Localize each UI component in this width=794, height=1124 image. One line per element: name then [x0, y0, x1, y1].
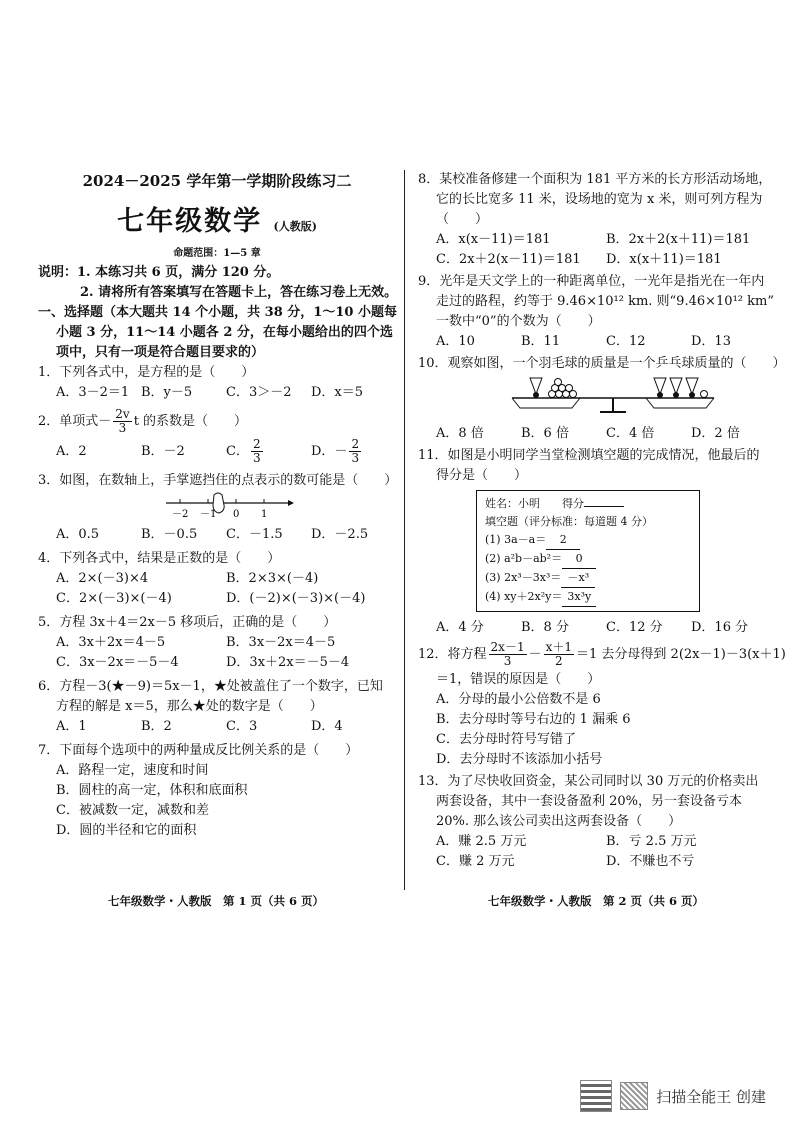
option-b: B．－0.5: [141, 527, 198, 542]
option-d: D．x＝5: [311, 385, 364, 400]
option-c: C． $\frac{2}{3}$: [226, 437, 261, 465]
option-a: A．x(x－11)＝181: [436, 232, 551, 247]
option-a: A．0.5: [56, 527, 100, 542]
question-1: [38, 363, 396, 403]
ping-pong-ball-icon: [549, 379, 577, 398]
options: [418, 832, 776, 852]
option-d: D．圆的半径和它的面积: [56, 823, 197, 838]
option-a: A．2: [56, 444, 87, 459]
option-c: C．被减数一定，减数和差: [56, 803, 209, 818]
watermark-text: 扫描全能王 创建: [656, 1087, 766, 1106]
option-b: B．6 倍: [521, 426, 569, 441]
exam-title: 2024－2025 学年第一学期阶段练习二: [82, 172, 352, 190]
option-a: A．3－2＝1: [56, 385, 130, 400]
balance-scale-figure: [418, 374, 776, 420]
option-d: D．3x＋2x＝－5－4: [226, 655, 350, 670]
question-stem: 3．如图，在数轴上，手掌遮挡住的点表示的数可能是（ ）: [38, 473, 398, 488]
question-stem-line: ＝1，错误的原因是（ ）: [436, 672, 601, 687]
options: [38, 383, 396, 403]
option-b: B．2x＋2(x＋11)＝181: [606, 232, 751, 247]
option-b: B．11: [521, 334, 561, 349]
card-title: 填空题（评分标准：每道题 4 分）: [485, 515, 653, 528]
question-4: [38, 549, 396, 609]
question-stem-line: 13．为了尽快收回资金，某公司同时以 30 万元的价格卖出: [418, 774, 759, 789]
option-c: C．3x－2x＝－5－4: [56, 655, 179, 670]
option-c: C．3: [226, 719, 258, 734]
option-d: D．13: [691, 334, 731, 349]
section-heading-line-3: 项中，只有一项是符合题目要求的）: [56, 345, 265, 360]
question-7: [38, 741, 396, 841]
column-divider: [404, 170, 405, 890]
question-stem-line: 9．光年是天文学上的一种距离单位，一光年是指光在一年内: [418, 274, 765, 289]
question-stem-line: 两套设备，其中一套设备盈利 20%，另一套设备亏本: [436, 794, 743, 809]
card-header: 姓名：小明 得分: [485, 495, 691, 513]
question-13: [418, 772, 776, 872]
option-a: A．4 分: [436, 620, 484, 635]
option-d: D．去分母时不该添加小括号: [436, 752, 603, 767]
section-heading-line-2: 小题 3 分，11～14 小题各 2 分，在每小题给出的四个选: [56, 325, 393, 340]
option-c: C．2x＋2(x－11)＝181: [436, 252, 581, 267]
option-b: B．亏 2.5 万元: [606, 834, 697, 849]
answer-card: [476, 490, 700, 612]
card-item: (4) xy＋2x²y＝ 3x³y: [485, 588, 691, 607]
option-a: A．路程一定，速度和时间: [56, 763, 209, 778]
question-8: [418, 170, 776, 270]
question-stem: 7．下面每个选项中的两种量成反比例关系的是（ ）: [38, 743, 359, 758]
question-stem: 5．方程 3x＋4＝2x－5 移项后，正确的是（ ）: [38, 615, 337, 630]
option-c: C．去分母时符号写错了: [436, 732, 576, 747]
section-heading-line-1: 一、选择题（本大题共 14 个小题，共 38 分，1～10 小题每: [38, 305, 397, 320]
page-1-footer: 七年级数学・人教版 第 1 页（共 6 页）: [108, 894, 325, 908]
question-stem: 10．观察如图，一个羽毛球的质量是一个乒乓球质量的（ ）: [418, 356, 786, 371]
question-stem-line: 得分是（ ）: [436, 468, 528, 483]
question-stem-line: 它的长比宽多 11 米，设场地的宽为 x 米，则可列方程为: [436, 192, 763, 207]
tick-label: －1: [200, 509, 217, 520]
options: [418, 250, 776, 270]
option-d: D．不赚也不亏: [606, 854, 695, 869]
option-d: D．x(x＋11)＝181: [606, 252, 722, 267]
scanner-watermark: [580, 1080, 766, 1112]
tick-label: 1: [261, 509, 268, 520]
question-stem-line: （ ）: [436, 212, 489, 227]
ping-pong-ball-icon: [701, 391, 708, 398]
card-item: (1) 3a－a＝ 2: [485, 531, 691, 550]
question-stem: 12．将方程 $\frac{2x-1}{3}$ － $\frac{x+1}{2}$ ＝1 去分母得到 2(2x－1)－3(x＋1): [418, 640, 786, 668]
tick-label: 0: [233, 509, 240, 520]
fraction: $\frac{2v}{3}$: [115, 407, 130, 435]
question-10: [418, 354, 786, 444]
card-item: (3) 2x³－3x³＝ －x³: [485, 569, 691, 588]
option-a: A．赚 2.5 万元: [436, 834, 527, 849]
question-stem-line: 6．方程－3(★－9)＝5x－1，★处被盖住了一个数字，已知: [38, 679, 383, 694]
question-5: [38, 613, 396, 673]
option-b: B．y－5: [141, 385, 193, 400]
question-11: [418, 446, 776, 638]
question-12: [418, 640, 786, 770]
option-c: C．－1.5: [226, 527, 283, 542]
options: [38, 589, 396, 609]
page-2-footer: 七年级数学・人教版 第 2 页（共 6 页）: [488, 894, 705, 908]
option-a: A．1: [56, 719, 87, 734]
option-c: C．2×(－3)×(－4): [56, 591, 172, 606]
options: [418, 230, 776, 250]
option-b: B．2: [141, 719, 172, 734]
question-stem: 2．单项式－ $\frac{2v}{3}$ t 的系数是（ ）: [38, 407, 248, 435]
shuttlecock-icon: [686, 378, 698, 398]
options: [418, 852, 776, 872]
note-1: 说明：1. 本练习共 6 页，满分 120 分。: [38, 265, 280, 280]
option-b: B．8 分: [521, 620, 569, 635]
exam-scope: 命题范围：1—5 章: [173, 248, 261, 259]
question-stem-line: 11．如图是小明同学当堂检测填空题的完成情况，他最后的: [418, 448, 760, 463]
page-2-column: [418, 170, 786, 872]
shuttlecock-icon: [670, 378, 682, 398]
options: [38, 569, 396, 589]
option-c: C．3＞－2: [226, 385, 292, 400]
options: [418, 424, 776, 444]
question-3: [38, 471, 396, 545]
question-stem-line: 走过的路程，约等于 9.46×10¹² km. 则“9.46×10¹² km”: [436, 294, 774, 309]
option-b: B．3x－2x＝4－5: [226, 635, 336, 650]
options: [38, 633, 396, 653]
options: [38, 653, 396, 673]
option-b: B．圆柱的高一定，体积和底面积: [56, 783, 248, 798]
page-1-column: [38, 160, 396, 841]
tick-label: －2: [172, 509, 189, 520]
options: [38, 525, 396, 545]
qr-code-icon: [580, 1080, 612, 1112]
option-d: D．－2.5: [311, 527, 369, 542]
option-a: A．10: [436, 334, 475, 349]
number-line-figure: [38, 491, 396, 521]
options: [418, 618, 776, 638]
subject-title: 七年级数学 (人教版): [117, 206, 317, 237]
card-item: (2) a²b－ab²＝ 0: [485, 550, 691, 569]
question-2: [38, 407, 396, 467]
option-a: A．2×(－3)×4: [56, 571, 149, 586]
question-stem: 4．下列各式中，结果是正数的是（ ）: [38, 551, 281, 566]
question-stem-line: 20%. 那么该公司卖出这两套设备（ ）: [436, 814, 682, 829]
option-c: C．12: [606, 334, 646, 349]
question-stem-line: 方程的解是 x＝5，那么★处的数字是（ ）: [56, 699, 323, 714]
option-c: C．赚 2 万元: [436, 854, 515, 869]
option-a: A．3x＋2x＝4－5: [56, 635, 166, 650]
option-d: D．(－2)×(－3)×(－4): [226, 591, 366, 606]
question-9: [418, 272, 776, 352]
shuttlecock-icon: [654, 378, 666, 398]
shuttlecock-icon: [530, 378, 542, 398]
option-c: C．12 分: [606, 620, 663, 635]
scanner-logo-icon: [620, 1082, 648, 1110]
option-c: C．4 倍: [606, 426, 655, 441]
option-d: D．16 分: [691, 620, 749, 635]
note-2: 2. 请将所有答案填写在答题卡上，答在练习卷上无效。: [80, 285, 398, 300]
option-b: B．－2: [141, 444, 185, 459]
options: [418, 332, 776, 352]
question-stem: 1．下列各式中，是方程的是（ ）: [38, 365, 255, 380]
question-stem-line: 一数中“0”的个数为（ ）: [436, 314, 601, 329]
option-d: D．2 倍: [691, 426, 740, 441]
option-d: D．4: [311, 719, 343, 734]
option-b: B．2×3×(－4): [226, 571, 319, 586]
question-6: [38, 677, 396, 737]
option-a: A．分母的最小公倍数不是 6: [436, 692, 601, 707]
question-stem-line: 8．某校准备修建一个面积为 181 平方米的长方形活动场地，: [418, 172, 772, 187]
option-b: B．去分母时等号右边的 1 漏乘 6: [436, 712, 631, 727]
options: [38, 437, 396, 467]
option-a: A．8 倍: [436, 426, 484, 441]
option-d: D．－ $\frac{2}{3}$: [311, 437, 360, 465]
options: [38, 717, 396, 737]
